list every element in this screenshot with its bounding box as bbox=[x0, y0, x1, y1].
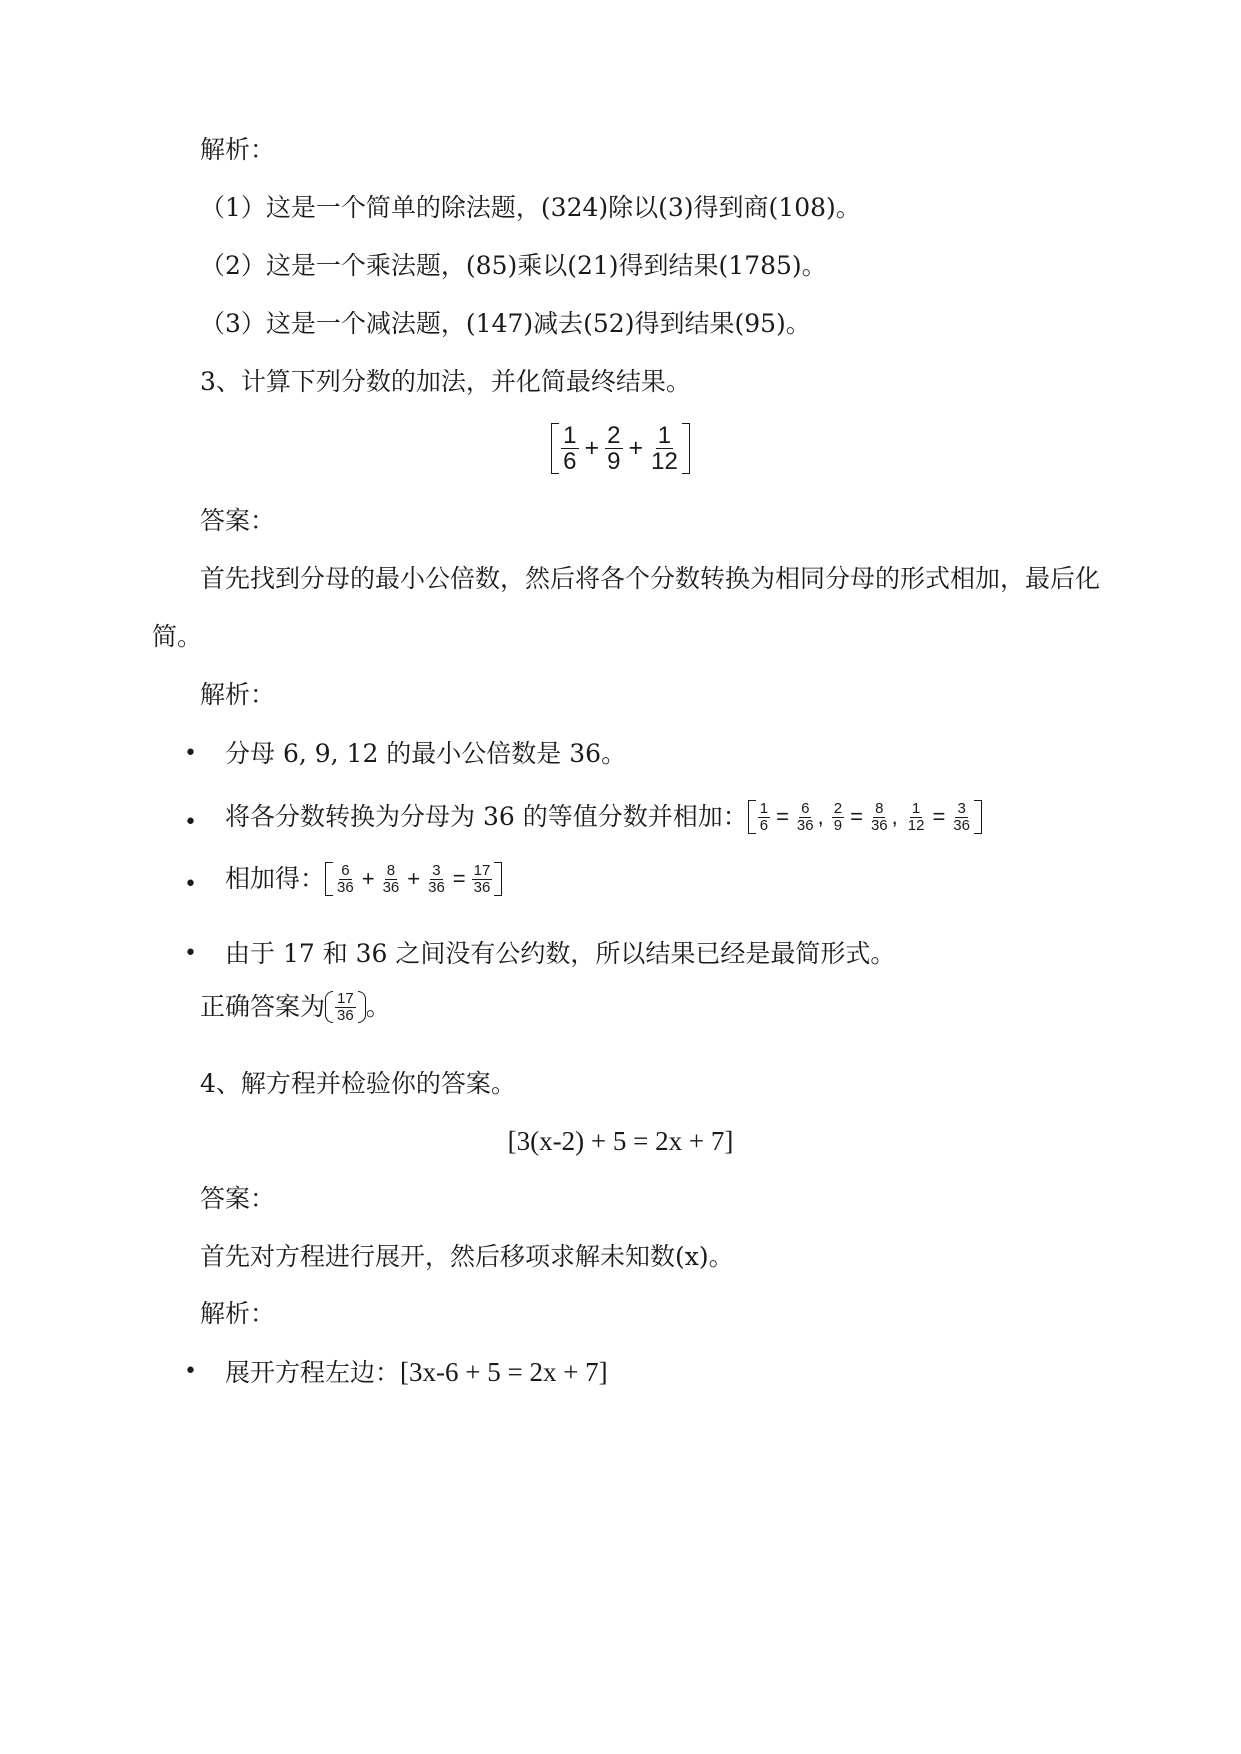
answer-text-line-2: 简。 bbox=[152, 622, 203, 651]
right-bracket bbox=[682, 423, 690, 474]
analysis-item-1: （1）这是一个简单的除法题，(324)除以(3)得到商(108)。 bbox=[200, 193, 861, 222]
answer-heading-1: 答案： bbox=[200, 506, 276, 535]
correct-answer-line: 正确答案为 $\frac{17}{36}$ 。 bbox=[200, 989, 391, 1024]
left-bracket bbox=[551, 423, 559, 474]
fraction-sum-equation: $\frac{1}{6}$ + $\frac{2}{9}$ + $\frac{1}{12}$ bbox=[0, 423, 1241, 478]
analysis-heading-1: 解析： bbox=[200, 135, 276, 164]
answer-heading-2: 答案： bbox=[200, 1184, 276, 1213]
equation-question-4: [3(x-2) + 5 = 2x + 7] bbox=[507, 1126, 734, 1156]
equivalent-fractions: $\frac{1}{6}$ = $\frac{6}{36}$ , $\frac{2}{9}$ = $\frac{8}{36}$ , $\frac{1}{12}$ = $\frac{3}{36}$ bbox=[748, 800, 982, 834]
fraction-2-9: $\frac{2}{9}$ bbox=[607, 422, 621, 476]
question-4-title: 4、解方程并检验你的答案。 bbox=[200, 1069, 516, 1098]
document-page: 解析： （1）这是一个简单的除法题，(324)除以(3)得到商(108)。 （2）这是一个乘法题，(85)乘以(21)得到结果(1785)。 （3）这是一个减法题，(147)减去(52)得到结果(95)。 3、计算下列分数的加法，并化简最终结果。 $\frac{1}{6}$ + $\frac{2}{9}$ + $\frac{1}{12}$ 答案： 首先找到分母的最小公倍数，然后将各个分数转换为相同分母的形式相加，最后化 简。 解析： • 分母 6, 9, 12 的最小公倍数是 36。 • 将各分数转换为分母为 36 的等值分数并相加： $\frac{1}{6}$ = $\frac{6}{36}$ , $\frac{2}{9}$ = $\frac{8}{36}$ , $\frac{1}{12}$ = $\frac{3}{36}$ • 相加得： $\frac{6}{36}$ + $\frac{8}{36}$ + $\frac{3}{36}$ = $\frac{17}{36}$ • 由于 17 和 36 之间没有公约数，所以结果已经是最简形式。 正确答案为 $\frac{17}{36}$ 。 4、解方程并检验你的答案。 [3(x-2) + 5 = 2x + 7] 答案： 首先对方程进行展开，然后移项求解未知数(x)。 解析： • 展开方程左边：[3x-6 + 5 = 2x + 7] bbox=[0, 0, 1241, 1754]
answer-fraction: $\frac{17}{36}$ bbox=[325, 991, 366, 1024]
fraction-1-6: $\frac{1}{6}$ bbox=[563, 422, 577, 476]
analysis-heading-2: 解析： bbox=[200, 680, 276, 709]
expanded-equation: [3x-6 + 5 = 2x + 7] bbox=[400, 1357, 608, 1387]
analysis-heading-3: 解析： bbox=[200, 1299, 276, 1328]
analysis-item-3: （3）这是一个减法题，(147)减去(52)得到结果(95)。 bbox=[200, 309, 811, 338]
answer-text-q4: 首先对方程进行展开，然后移项求解未知数(x)。 bbox=[200, 1242, 734, 1271]
fraction-1-12: $\frac{1}{12}$ bbox=[651, 422, 678, 476]
question-3-title: 3、计算下列分数的加法，并化简最终结果。 bbox=[200, 367, 691, 396]
answer-text-line-1: 首先找到分母的最小公倍数，然后将各个分数转换为相同分母的形式相加，最后化 bbox=[200, 564, 1101, 593]
sum-of-fractions: $\frac{6}{36}$ + $\frac{8}{36}$ + $\frac{3}{36}$ = $\frac{17}{36}$ bbox=[325, 862, 502, 896]
analysis-item-2: （2）这是一个乘法题，(85)乘以(21)得到结果(1785)。 bbox=[200, 251, 827, 280]
